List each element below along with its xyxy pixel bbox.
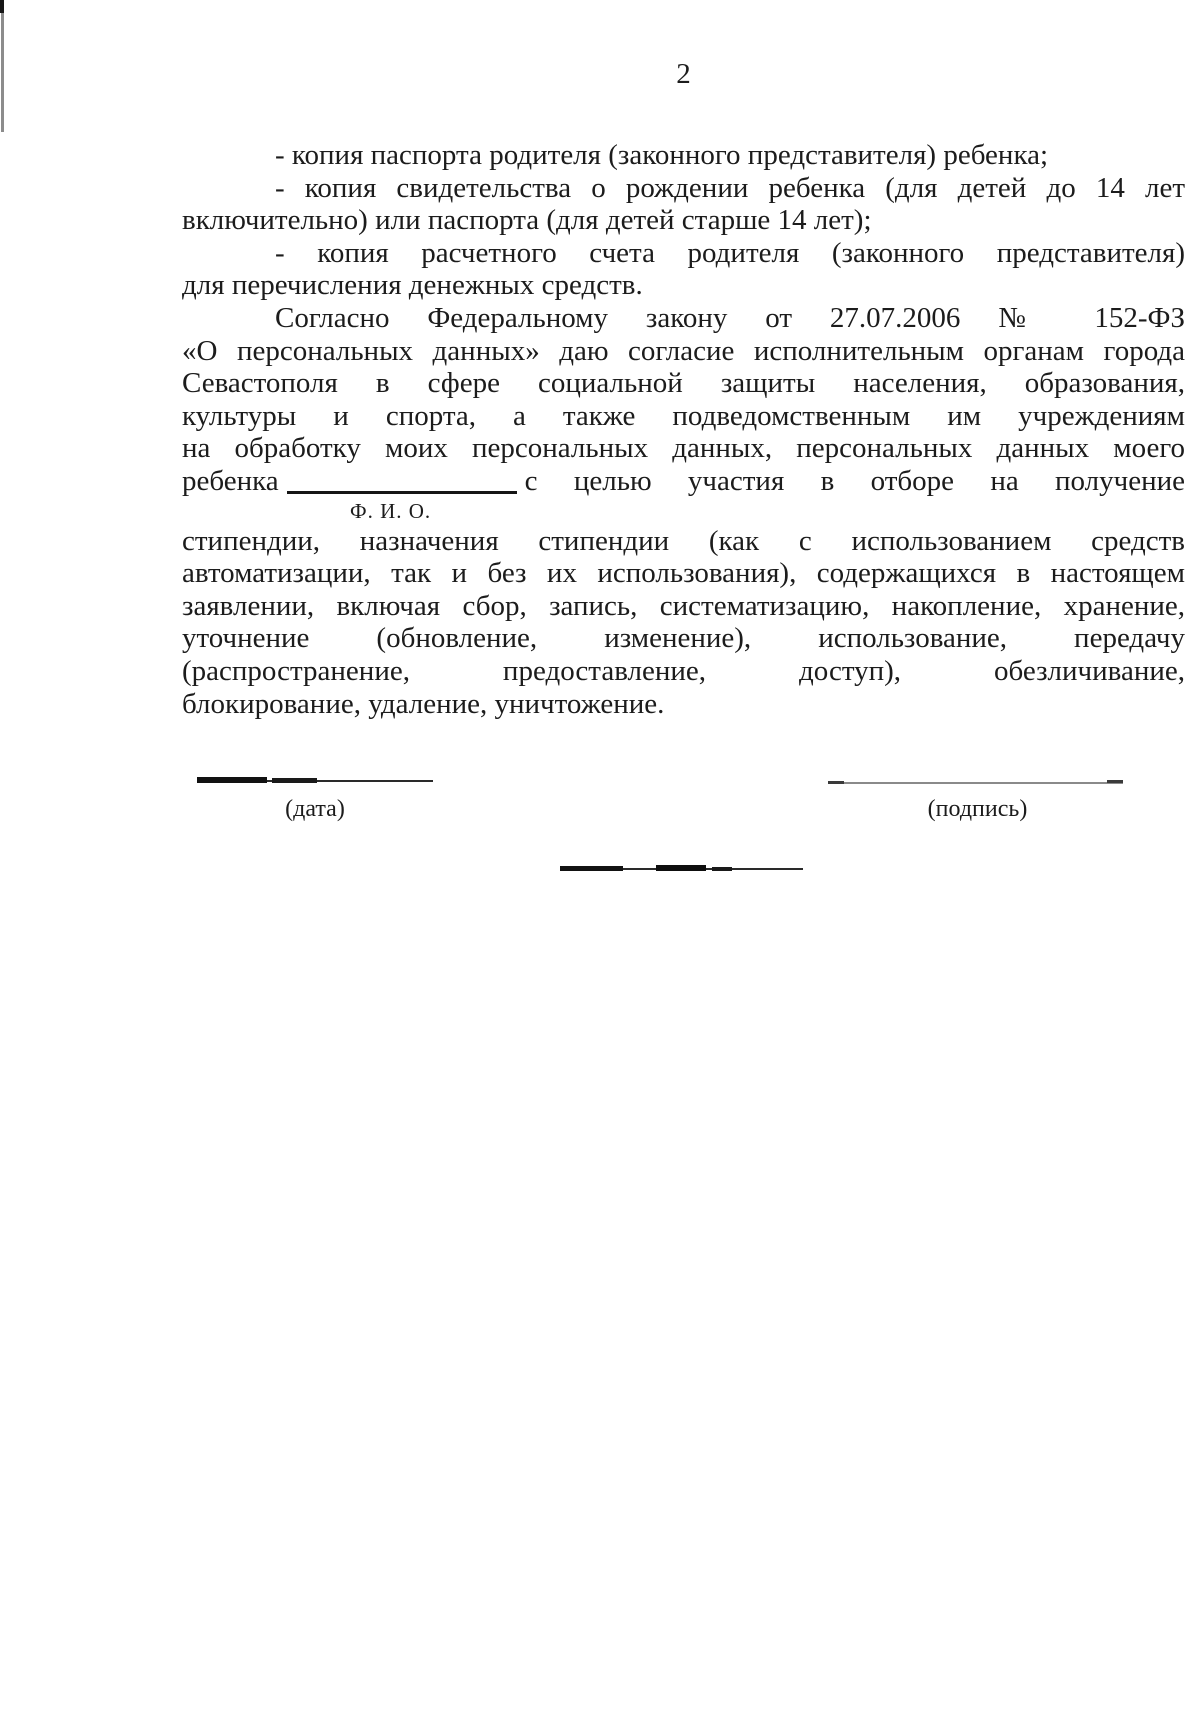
scan-edge-artifact-dark [0,0,4,13]
date-label: (дата) [285,796,345,822]
body-line: для перечисления денежных средств. [182,269,643,302]
fio-blank-field [287,461,517,494]
document-body [182,139,1185,720]
signature-line-end-mark [1107,780,1123,783]
signature-line [828,782,1123,784]
body-line: - копия свидетельства о рождении ребенка (для детей до 14 лет [275,171,1185,204]
body-line: автоматизации, так и без их использования), содержащихся в настоящем [182,557,1185,590]
body-line: заявлении, включая сбор, запись, систематизацию, накопление, хранение, [182,589,1185,622]
date-line-ink-artifact [197,777,267,783]
middle-line-ink-artifact [712,867,732,871]
body-line: Согласно Федеральному закону от 27.07.2006 № 152-ФЗ [275,301,1185,334]
body-line: - копия паспорта родителя (законного представителя) ребенка; [275,139,1049,171]
signature-label: (подпись) [927,796,1028,822]
body-line: блокирование, удаление, уничтожение. [182,687,665,720]
body-line: включительно) или паспорта (для детей старше 14 лет); [182,204,872,237]
date-line-ink-artifact [272,778,317,783]
middle-line-ink-artifact [656,865,706,871]
signature-line-end-mark [828,781,844,784]
blank-suffix-text: с целью участия в отборе на получение [524,464,1185,497]
body-line: на обработку моих персональных данных, персональных данных моего [182,432,1185,465]
body-line: (распространение, предоставление, доступ), обезличивание, [182,654,1185,687]
middle-line-ink-artifact [560,866,623,871]
body-line: Севастополя в сфере социальной защиты населения, образования, [182,367,1185,400]
body-line: «О персональных данных» даю согласие исполнительным органам города [182,334,1185,367]
body-line: уточнение (обновление, изменение), использование, передачу [182,622,1185,655]
page-number: 2 [676,58,691,90]
body-line: стипендии, назначения стипендии (как с использованием средств [182,524,1185,557]
scan-edge-artifact-light [1,13,4,132]
fio-caption: Ф. И. О. [350,498,432,523]
blank-prefix-text: ребенка [182,464,279,497]
body-line-with-blank [182,465,1185,498]
body-line: - копия расчетного счета родителя (законного представителя) [275,236,1185,269]
body-line: культуры и спорта, а также подведомственным им учреждениям [182,399,1185,432]
